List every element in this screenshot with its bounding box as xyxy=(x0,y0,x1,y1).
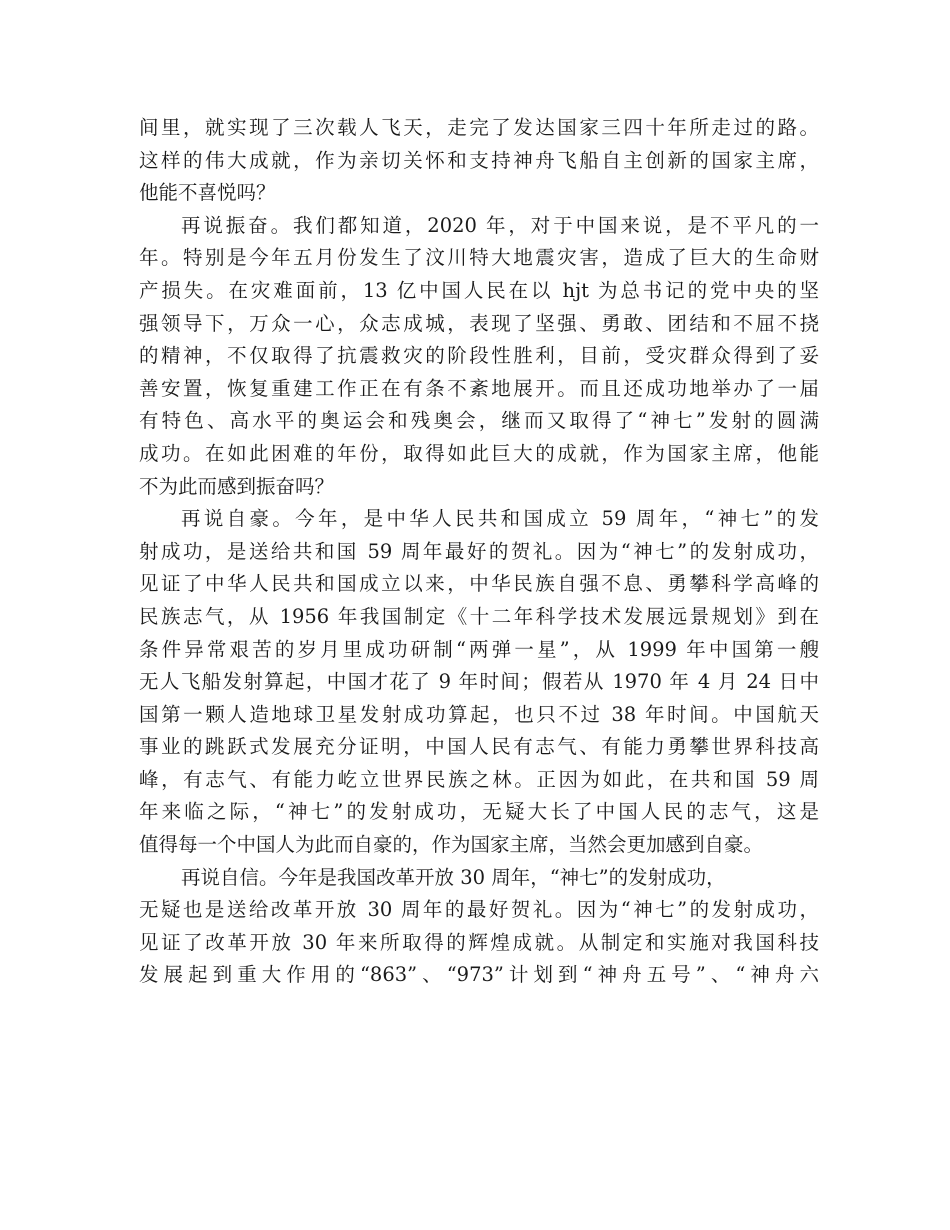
text-line: 产损失。在灾难面前，13 亿中国人民在以 hjt 为总书记的党中央的坚 xyxy=(139,278,819,302)
text-line: 发展起到重大作用的“863”、“973”计划到“神舟五号”、“神舟六 xyxy=(139,963,819,987)
text-line: 不为此而感到振奋吗？ xyxy=(139,474,335,498)
text-line: 强领导下，万众一心，众志成城，表现了坚强、勇敢、团结和不屈不挠 xyxy=(139,311,819,335)
text-line: 见证了改革开放 30 年来所取得的辉煌成就。从制定和实施对我国科技 xyxy=(139,930,819,954)
text-line: 有特色、高水平的奥运会和残奥会，继而又取得了“神七”发射的圆满 xyxy=(139,409,819,433)
text-line: 成功。在如此困难的年份，取得如此巨大的成就，作为国家主席，他能 xyxy=(139,441,819,465)
text-line: 间里，就实现了三次载人飞天，走完了发达国家三四十年所走过的路。 xyxy=(139,116,819,139)
text-line: 善安置，恢复重建工作正在有条不紊地展开。而且还成功地举办了一届 xyxy=(139,376,819,400)
text-line: 无疑也是送给改革开放 30 周年的最好贺礼。因为“神七”的发射成功， xyxy=(139,898,819,922)
text-line: 年来临之际，“神七”的发射成功，无疑大长了中国人民的志气，这是 xyxy=(139,800,819,824)
text-line: 值得每一个中国人为此而自豪的，作为国家主席，当然会更加感到自豪。 xyxy=(139,833,764,857)
text-line: 峰，有志气、有能力屹立世界民族之林。正因为如此，在共和国 59 周 xyxy=(139,767,819,791)
text-line: 这样的伟大成就，作为亲切关怀和支持神舟飞船自主创新的国家主席， xyxy=(139,148,819,172)
text-line: 的精神，不仅取得了抗震救灾的阶段性胜利，目前，受灾群众得到了妥 xyxy=(139,344,819,368)
text-line: 事业的跳跃式发展充分证明，中国人民有志气、有能力勇攀世界科技高 xyxy=(139,735,819,759)
text-line: 无人飞船发射算起，中国才花了 9 年时间；假若从 1970 年 4 月 24 日中 xyxy=(139,670,819,694)
text-line: 再说自信。今年是我国改革开放 30 周年，“神七”的发射成功， xyxy=(181,865,726,889)
text-line: 见证了中华人民共和国成立以来，中华民族自强不息、勇攀科学高峰的 xyxy=(139,572,819,596)
text-line: 国第一颗人造地球卫星发射成功算起，也只不过 38 年时间。中国航天 xyxy=(139,702,819,726)
text-line: 条件异常艰苦的岁月里成功研制“两弹一星”，从 1999 年中国第一艘 xyxy=(139,637,819,661)
text-line: 年。特别是今年五月份发生了汶川特大地震灾害，造成了巨大的生命财 xyxy=(139,246,819,270)
text-line: 再说自豪。今年，是中华人民共和国成立 59 周年，“神七”的发 xyxy=(181,507,819,531)
text-line: 他能不喜悦吗？ xyxy=(139,181,276,205)
text-line: 民族志气，从 1956 年我国制定《十二年科学技术发展远景规划》到在 xyxy=(139,604,819,628)
text-line: 射成功，是送给共和国 59 周年最好的贺礼。因为“神七”的发射成功， xyxy=(139,539,819,563)
document-page xyxy=(139,112,819,992)
text-line: 再说振奋。我们都知道，2020 年，对于中国来说，是不平凡的一 xyxy=(181,213,819,237)
